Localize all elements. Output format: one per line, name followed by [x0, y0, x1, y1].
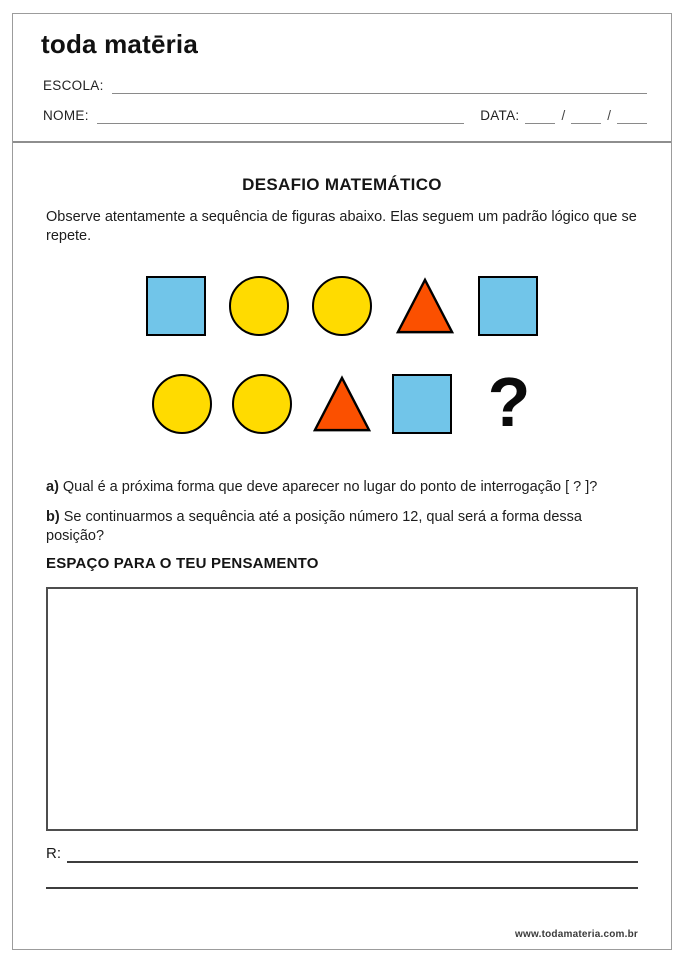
instructions-text: Observe atentamente a sequência de figuras abaixo. Elas seguem um padrão lógico que se repete. [46, 209, 637, 244]
question-b-prefix: b) [46, 508, 60, 525]
date-year-blank [617, 110, 647, 124]
workspace-heading: ESPAÇO PARA O TEU PENSAMENTO [46, 554, 319, 572]
date-slash: / [561, 108, 566, 123]
worksheet-header [13, 14, 671, 143]
school-label: ESCOLA: [43, 78, 104, 93]
shape-sequence-row-2 [46, 363, 638, 441]
answer-row [46, 845, 638, 863]
name-row [43, 102, 647, 124]
worksheet-title: DESAFIO MATEMÁTICO [242, 175, 442, 194]
square-shape [478, 276, 538, 336]
circle-shape [232, 374, 292, 434]
answer-label: R: [46, 844, 61, 862]
circle-shape [312, 276, 372, 336]
date-day-blank [525, 110, 555, 124]
question-b-text: Se continuarmos a sequência até a posição número 12, qual será a forma dessa posição? [46, 508, 582, 544]
shape-sequence-row-1 [46, 276, 638, 336]
question-a-prefix: a) [46, 479, 59, 495]
triangle-shape [312, 374, 372, 434]
brand-logo: toda matēria [41, 29, 199, 59]
answer-blank-line-2 [46, 887, 638, 889]
worksheet-content [13, 175, 671, 889]
question-a-text: Qual é a próxima forma que deve aparecer no lugar do ponto de interrogação [ ? ]? [62, 479, 598, 495]
question-a [46, 478, 638, 498]
question-mark: ? [487, 363, 531, 441]
date-slash: / [607, 108, 611, 123]
website-footer: www.todamateria.com.br [515, 929, 638, 940]
answer-blank-line [67, 847, 638, 863]
circle-shape [229, 276, 289, 336]
school-row [43, 72, 647, 94]
date-month-blank [571, 110, 601, 124]
square-shape [392, 374, 452, 434]
name-label: NOME: [43, 108, 89, 123]
date-label: DATA: [480, 108, 520, 123]
school-blank-line [112, 80, 647, 94]
triangle-shape [395, 276, 455, 336]
name-blank-line [97, 110, 464, 124]
workspace-box [46, 587, 638, 831]
square-shape [146, 276, 206, 336]
worksheet-page [12, 13, 672, 950]
question-b [46, 508, 638, 547]
circle-shape [152, 374, 212, 434]
